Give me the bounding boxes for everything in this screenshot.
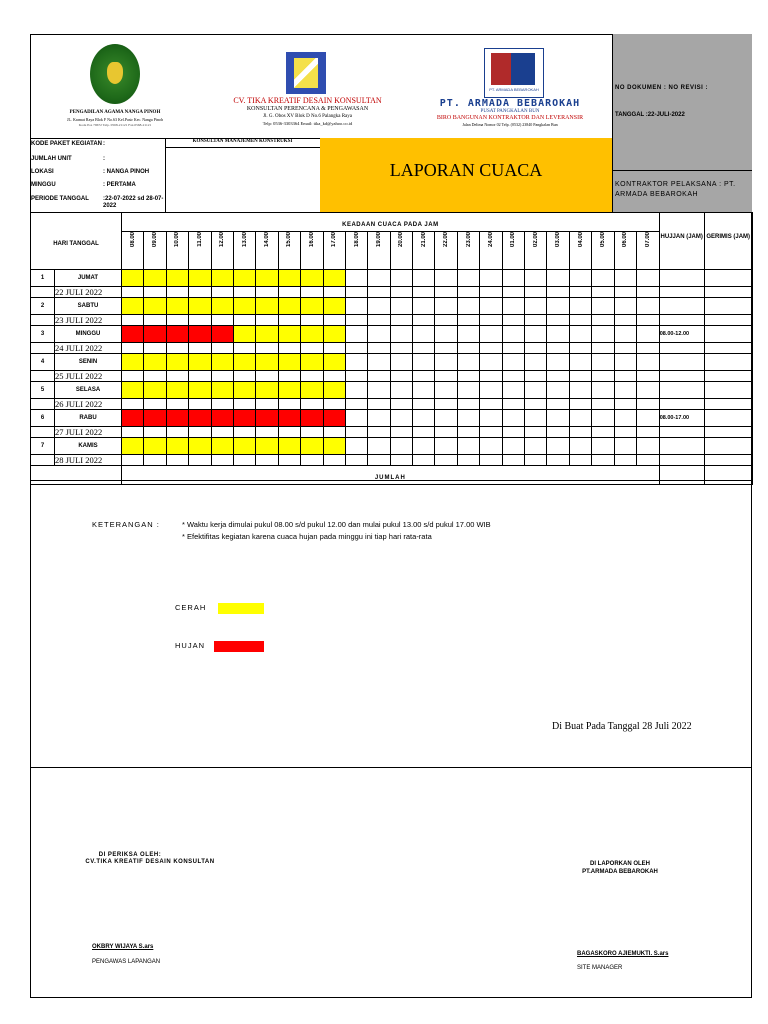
weather-cell [569, 438, 591, 455]
weather-cell [166, 410, 188, 427]
row-number: 1 [31, 270, 55, 287]
weather-cell [189, 298, 211, 315]
row-date: 23 JULI 2022 [55, 315, 122, 326]
weather-cell [435, 298, 457, 315]
weather-cell [278, 382, 300, 399]
weather-cell [413, 354, 435, 371]
mk-label: KONSULTAN MANAJEMEN KONSTRUKSI [192, 139, 293, 144]
weather-cell [525, 298, 547, 315]
hour-header: 22.00 [435, 232, 457, 270]
note-line-1: * Waktu kerja dimulai pukul 08.00 s/d pukul 12.00 dan mulai pukul 13.00 s/d pukul 17.00 WIB [182, 520, 491, 529]
weather-cell [547, 354, 569, 371]
weather-cell [211, 326, 233, 343]
weather-cell [547, 270, 569, 287]
left-sign-title1: DI PERIKSA OLEH: [98, 852, 162, 858]
gerimis-header: GERIMIS (JAM) [704, 213, 752, 270]
weather-cell [345, 270, 367, 287]
weather-cell [323, 270, 345, 287]
kode-paket-value: : [103, 141, 105, 147]
report-title: LAPORAN CUACA [389, 160, 543, 180]
weather-cell [636, 382, 659, 399]
contractor-address: Jalan Delima Nomor 02 Telp. (0532) 23840 Pangkalan Bun [462, 122, 558, 127]
weather-cell [480, 410, 502, 427]
hour-header: 14.00 [256, 232, 278, 270]
weather-cell [525, 410, 547, 427]
weather-cell [256, 326, 278, 343]
weather-cell [413, 270, 435, 287]
left-sign-role: PENGAWAS LAPANGAN [92, 959, 161, 965]
weather-cell [502, 410, 524, 427]
hour-header: 10.00 [166, 232, 188, 270]
weather-cell [480, 438, 502, 455]
row-hujan [659, 382, 704, 399]
contractor-name: PT. ARMADA BEBAROKAH [439, 98, 581, 109]
weather-cell [278, 326, 300, 343]
row-gerimis [704, 354, 752, 371]
weather-cell [166, 298, 188, 315]
weather-cell [301, 410, 323, 427]
weather-cell [525, 438, 547, 455]
weather-cell [525, 354, 547, 371]
row-hujan: 08.00-17.00 [659, 410, 704, 427]
right-sign-name: BAGASKORO AJIEMUKTI. S.ars [577, 951, 669, 957]
right-sign-title1: DI LAPORKAN OLEH [590, 861, 650, 867]
weather-cell [502, 382, 524, 399]
weather-cell [144, 298, 166, 315]
weather-cell [390, 438, 412, 455]
row-hujan [659, 298, 704, 315]
weather-cell [256, 382, 278, 399]
weather-cell [301, 298, 323, 315]
doc-number: NO DOKUMEN : NO REVISI : [615, 85, 709, 91]
legend-hujan-swatch [214, 641, 264, 652]
row-date: 28 JULI 2022 [55, 455, 122, 466]
lokasi-value: : NANGA PINOH [103, 169, 150, 175]
row-gerimis [704, 438, 752, 455]
weather-cell [614, 382, 636, 399]
table-row [31, 410, 753, 427]
row-day: SELASA [55, 382, 122, 399]
weather-cell [457, 270, 479, 287]
hour-header: 19.00 [368, 232, 390, 270]
hour-header: 15.00 [278, 232, 300, 270]
weather-cell [480, 382, 502, 399]
weather-cell [502, 270, 524, 287]
row-day: RABU [55, 410, 122, 427]
legend-hujan-label: HUJAN [175, 641, 206, 650]
weather-cell [256, 270, 278, 287]
hujan-header: HUJJAN (JAM) [659, 213, 704, 270]
weather-cell [614, 270, 636, 287]
armada-logo: PT. ARMADA BEBAROKAH [484, 48, 544, 98]
weather-cell [122, 298, 144, 315]
consultant-contact: Telp: 0536-3303364 Email: tika_kd@yahoo.co.id [262, 121, 353, 126]
jumlah-label: JUMLAH [122, 466, 660, 485]
dibuat-date: Di Buat Pada Tanggal 28 Juli 2022 [552, 721, 692, 732]
row-date: 25 JULI 2022 [55, 371, 122, 382]
weather-cell [345, 354, 367, 371]
weather-cell [457, 382, 479, 399]
weather-cell [368, 382, 390, 399]
hour-header: 17.00 [323, 232, 345, 270]
weather-cell [569, 354, 591, 371]
row-number: 5 [31, 382, 55, 399]
hour-header: 08.00 [122, 232, 144, 270]
weather-cell [189, 382, 211, 399]
weather-cell [480, 354, 502, 371]
weather-cell [614, 326, 636, 343]
weather-cell [122, 354, 144, 371]
weather-cell [569, 326, 591, 343]
weather-cell [480, 270, 502, 287]
weather-cell [368, 298, 390, 315]
weather-cell [457, 354, 479, 371]
weather-cell [233, 382, 255, 399]
weather-cell [547, 410, 569, 427]
right-sign-title2: PT.ARMADA BEBAROKAH [582, 869, 658, 875]
weather-cell [345, 326, 367, 343]
weather-cell [345, 382, 367, 399]
row-day: JUMAT [55, 270, 122, 287]
weather-cell [144, 270, 166, 287]
weather-cell [144, 326, 166, 343]
periode-label: PERIODE TANGGAL [31, 196, 89, 202]
weather-cell [301, 382, 323, 399]
weather-cell [368, 438, 390, 455]
weather-cell [592, 354, 614, 371]
weather-cell [457, 326, 479, 343]
weather-cell [435, 438, 457, 455]
weather-cell [390, 410, 412, 427]
weather-cell [301, 270, 323, 287]
weather-cell [547, 382, 569, 399]
keterangan-label: KETERANGAN : [92, 520, 160, 529]
weather-cell [457, 410, 479, 427]
row-number: 2 [31, 298, 55, 315]
hour-header: 05.00 [592, 232, 614, 270]
weather-table [30, 212, 753, 485]
consultant-name: CV. TIKA KREATIF DESAIN KONSULTAN [233, 96, 382, 105]
weather-cell [166, 438, 188, 455]
weather-cell [435, 410, 457, 427]
weather-cell [233, 270, 255, 287]
hour-header: 24.00 [480, 232, 502, 270]
row-number: 7 [31, 438, 55, 455]
weather-cell [278, 354, 300, 371]
weather-cell [211, 354, 233, 371]
hour-header: 02.00 [525, 232, 547, 270]
weather-cell [502, 354, 524, 371]
weather-cell [368, 326, 390, 343]
hour-header: 09.00 [144, 232, 166, 270]
weather-cell [569, 410, 591, 427]
weather-cell [368, 410, 390, 427]
weather-cell [525, 382, 547, 399]
contractor-tagline: PUSAT PANGKALAN BUN [480, 109, 540, 114]
weather-cell [592, 410, 614, 427]
minggu-value: : PERTAMA [103, 182, 136, 188]
weather-cell [122, 270, 144, 287]
weather-cell [256, 298, 278, 315]
weather-cell [614, 438, 636, 455]
weather-cell [390, 270, 412, 287]
weather-cell [435, 354, 457, 371]
weather-cell [166, 354, 188, 371]
weather-cell [323, 382, 345, 399]
table-row [31, 298, 753, 315]
weather-cell [122, 410, 144, 427]
consultant-role: KONSULTAN PERENCANA & PENGAWASAN [246, 106, 369, 112]
weather-cell [614, 354, 636, 371]
periode-value: :22-07-2022 sd 28-07-2022 [103, 196, 164, 209]
weather-cell [233, 438, 255, 455]
weather-cell [256, 410, 278, 427]
left-sign-name: OKBRY WIJAYA S.ars [92, 944, 154, 950]
weather-cell [435, 270, 457, 287]
hour-header: 04.00 [569, 232, 591, 270]
court-name: PENGADILAN AGAMA NANGA PINOH [69, 110, 161, 115]
weather-cell [211, 270, 233, 287]
weather-cell [278, 438, 300, 455]
hour-header: 12.00 [211, 232, 233, 270]
row-day: SENIN [55, 354, 122, 371]
consultant-address: Jl. G. Obos XV Blok D No.6 Palangka Raya [263, 114, 352, 119]
weather-cell [547, 326, 569, 343]
hour-header: 06.00 [614, 232, 636, 270]
weather-cell [525, 326, 547, 343]
right-sign-role: SITE MANAGER [577, 965, 623, 971]
weather-cell [233, 298, 255, 315]
row-gerimis [704, 382, 752, 399]
weather-cell [413, 410, 435, 427]
doc-date: TANGGAL :22-JULI-2022 [615, 112, 685, 118]
weather-cell [480, 298, 502, 315]
weather-cell [122, 326, 144, 343]
row-gerimis [704, 270, 752, 287]
weather-cell [413, 382, 435, 399]
tika-logo [286, 52, 326, 94]
hour-header: 13.00 [233, 232, 255, 270]
table-row [31, 382, 753, 399]
weather-cell [144, 382, 166, 399]
table-row [31, 438, 753, 455]
contractor-desc: BIRO BANGUNAN KONTRAKTOR DAN LEVERANSIR [436, 115, 584, 121]
weather-cell [278, 410, 300, 427]
row-gerimis [704, 410, 752, 427]
weather-cell [166, 326, 188, 343]
row-day: KAMIS [55, 438, 122, 455]
weather-cell [592, 382, 614, 399]
weather-cell [233, 354, 255, 371]
weather-cell [592, 438, 614, 455]
weather-cell [413, 438, 435, 455]
kode-paket-label: KODE PAKET KEGIATAN [31, 141, 103, 147]
weather-cell [547, 298, 569, 315]
weather-cell [323, 354, 345, 371]
row-hujan [659, 438, 704, 455]
weather-cell [368, 354, 390, 371]
weather-cell [413, 298, 435, 315]
weather-cell [636, 354, 659, 371]
contractor-exec: KONTRAKTOR PELAKSANA : PT. ARMADA BEBAROKAH [615, 181, 736, 198]
hour-header: 03.00 [547, 232, 569, 270]
lokasi-label: LOKASI [31, 169, 54, 175]
hour-header: 01.00 [502, 232, 524, 270]
table-row [31, 354, 753, 371]
row-day: MINGGU [55, 326, 122, 343]
weather-cell [614, 410, 636, 427]
weather-cell [166, 270, 188, 287]
row-number: 6 [31, 410, 55, 427]
weather-cell [592, 298, 614, 315]
weather-cell [144, 438, 166, 455]
court-seal-logo [90, 44, 140, 104]
weather-cell [525, 270, 547, 287]
weather-cell [345, 438, 367, 455]
weather-cell [457, 438, 479, 455]
weather-cell [390, 382, 412, 399]
weather-cell [569, 270, 591, 287]
hour-header: 16.00 [301, 232, 323, 270]
legend-cerah-swatch [218, 603, 264, 614]
hour-header: 23.00 [457, 232, 479, 270]
weather-cell [189, 438, 211, 455]
weather-cell [122, 382, 144, 399]
row-date: 22 JULI 2022 [55, 287, 122, 298]
weather-cell [301, 326, 323, 343]
weather-cell [345, 298, 367, 315]
weather-cell [323, 410, 345, 427]
weather-cell [592, 270, 614, 287]
row-number: 4 [31, 354, 55, 371]
weather-cell [592, 326, 614, 343]
weather-cell [636, 298, 659, 315]
left-sign-title2: CV.TIKA KREATIF DESAIN KONSULTAN [85, 859, 215, 865]
weather-cell [368, 270, 390, 287]
weather-cell [122, 438, 144, 455]
hour-header: 18.00 [345, 232, 367, 270]
weather-cell [547, 438, 569, 455]
hour-header: 11.00 [189, 232, 211, 270]
row-hujan [659, 270, 704, 287]
weather-cell [256, 438, 278, 455]
weather-cell [211, 438, 233, 455]
weather-cell [144, 354, 166, 371]
weather-cell [189, 326, 211, 343]
minggu-label: MINGGU [31, 182, 56, 188]
table-row [31, 270, 753, 287]
weather-cell [636, 410, 659, 427]
row-hujan [659, 354, 704, 371]
weather-cell [413, 326, 435, 343]
weather-cell [301, 438, 323, 455]
weather-cell [569, 298, 591, 315]
weather-cell [233, 410, 255, 427]
row-date: 24 JULI 2022 [55, 343, 122, 354]
weather-cell [390, 326, 412, 343]
weather-cell [636, 270, 659, 287]
court-address: JL. Kramat Raya Blok F No.63 Kel.Pasir Kec. Nanga Pinoh [66, 117, 164, 122]
row-gerimis [704, 298, 752, 315]
weather-cell [189, 410, 211, 427]
weather-cell [435, 326, 457, 343]
weather-cell [211, 410, 233, 427]
hari-tanggal-header: HARI TANGGAL [31, 213, 122, 270]
weather-cell [502, 298, 524, 315]
court-contact: Kode Pos 79672 Telp. 0568-21121 Fax.0568-21121 [78, 123, 152, 127]
hour-header: 21.00 [413, 232, 435, 270]
weather-cell [457, 298, 479, 315]
weather-cell [614, 298, 636, 315]
weather-cell [323, 326, 345, 343]
weather-cell [189, 354, 211, 371]
jumlah-unit-label: JUMLAH UNIT [31, 156, 72, 162]
weather-cell [189, 270, 211, 287]
weather-cell [435, 382, 457, 399]
weather-cell [278, 298, 300, 315]
legend-cerah-label: CERAH [175, 603, 207, 612]
row-day: SABTU [55, 298, 122, 315]
row-hujan: 08.00-12.00 [659, 326, 704, 343]
weather-cell [636, 438, 659, 455]
hour-header: 07.00 [636, 232, 659, 270]
row-gerimis [704, 326, 752, 343]
weather-cell [636, 326, 659, 343]
weather-cell [278, 270, 300, 287]
weather-cell [569, 382, 591, 399]
weather-cell [390, 354, 412, 371]
keadaan-header: KEADAAN CUACA PADA JAM [122, 213, 660, 232]
weather-cell [144, 410, 166, 427]
weather-cell [211, 298, 233, 315]
weather-cell [480, 326, 502, 343]
weather-cell [211, 382, 233, 399]
weather-cell [233, 326, 255, 343]
weather-cell [323, 298, 345, 315]
weather-cell [502, 438, 524, 455]
hour-header: 20.00 [390, 232, 412, 270]
row-date: 27 JULI 2022 [55, 427, 122, 438]
table-row [31, 326, 753, 343]
weather-cell [390, 298, 412, 315]
weather-cell [502, 326, 524, 343]
weather-cell [345, 410, 367, 427]
weather-cell [301, 354, 323, 371]
weather-cell [166, 382, 188, 399]
jumlah-unit-value: : [103, 156, 105, 162]
weather-cell [256, 354, 278, 371]
note-line-2: * Efektifitas kegiatan karena cuaca hujan pada minggu ini tiap hari rata-rata [182, 532, 432, 541]
weather-cell [323, 438, 345, 455]
row-date: 26 JULI 2022 [55, 399, 122, 410]
row-number: 3 [31, 326, 55, 343]
